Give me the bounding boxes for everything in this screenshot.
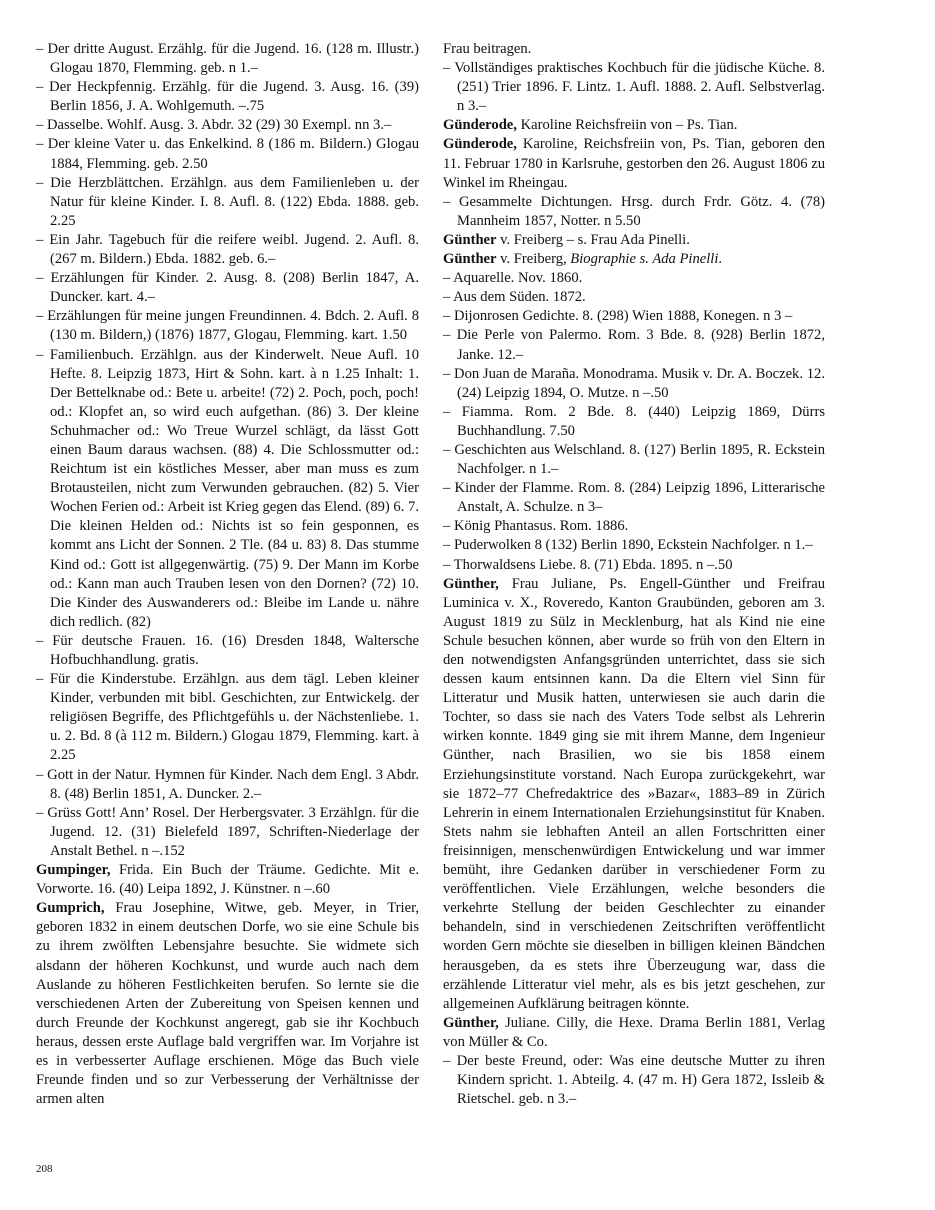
- entry-text: Frida. Ein Buch der Träume. Gedichte. Mit e. Vorworte. 16. (40) Leipa 1892, J. Künstner. n –.60: [36, 862, 419, 898]
- entry-text: Karoline, Reichsfreiin von, Ps. Tian, geboren den 11. Februar 1780 in Karlsruhe, gestorben den 26. August 1806 zu Winkel im Rheingau.: [443, 136, 825, 191]
- entry-text: – Die Herzblättchen. Erzählgn. aus dem Familienleben u. der Natur für kleine Kinder. I. 8. Aufl. 8. (122) Ebda. 1888. geb. 2.25: [36, 174, 419, 229]
- sub-entry: [443, 556, 825, 575]
- entry-text: Frau Juliane, Ps. Engell-Günther und Freifrau Luminica v. X., Roveredo, Kanton Graubünden, geboren am 3. August 1819 zu Sülz in Mecklenburg, hat als Kind nie eine Schule besuchen können, aber wurde so früh von den Eltern in den notwendigsten Anfangsgründen unterrichtet, dass sie sich dessen kaum entsinnen kann. Da die Eltern viel Sinn für Litteratur und Musik hatten, unterwiesen sie auch darin die Tochter, so dass sie nach des Vaters Tode selbst als Lehrerin wirken konnte. 1849 ging sie mit ihrem Manne, dem Ingenieur Günther, nach Brasilien, wo sie bis 1858 einem Erziehungsinstitute vorstand. Nach Europa zurückgekehrt, war sie 1872–77 Chefredaktrice des »Bazar«, 1883–89 in Zürich Lehrerin in einem Internationalen Erziehungsinstitut für Knaben. Stets nahm sie lebhaften Anteil an allen Fortschritten einer freisinnigen, menschenwürdigen Entwickelung und war immer bemüht, ihre Gedanken darüber in verschiedener Form zu veröffentlichen. Viele Erzählungen, welche besonders die verkehrte Stellung der beiden Geschlechter zu einander behandeln, sind in verschiedenen Zeitschriften veröffentlicht worden Gern möchte sie dieselben in billigen kleinen Bändchen herausgeben, da es stets ihre Überzeugung war, dass die erzählende Litteratur viel mehr, als es bis jetzt geschehen, zur allgemeinen Aufklärung beitragen könnte.: [443, 575, 825, 1012]
- entry: [443, 250, 825, 269]
- sub-entry: [36, 78, 419, 116]
- entry-text: – Erzählungen für meine jungen Freundinnen. 4. Bdch. 2. Aufl. 8 (130 m. Bildern,) (1876) 1877, Glogau, Flemming. kart. 1.50: [36, 308, 419, 344]
- entry-text: – Für die Kinderstube. Erzählgn. aus dem tägl. Leben kleiner Kinder, verbunden mit bibl. Geschichten, zur Entwickelg. der religiösen Begriffe, des Pflichtgefühls u. der Nächstenliebe. 1. u. 2. Bd. 8 (à 112 m. Bildern.) Glogau 1879, Flemming. kart. à 2.25: [36, 671, 419, 764]
- entry-text: Juliane. Cilly, die Hexe. Drama Berlin 1881, Verlag von Müller & Co.: [443, 1014, 825, 1050]
- entry-headword: Günther,: [443, 575, 499, 592]
- entry: [36, 861, 419, 899]
- entry-text: Frau Josephine, Witwe, geb. Meyer, in Trier, geboren 1832 in einem deutschen Dorfe, wo sie eine Schule bis zu ihrem zwölften Lebensjahre besuchte. Sie widmete sich alsdann der höheren Kochkunst, und wurde auch nach dem Auslande zu höheren Festlichkeiten berufen. So lernte sie die verschiedenen Arten der Zubereitung von Speisen kennen und durch Freunde der Kochkunst angeregt, gab sie ihr Kochbuch heraus, dessen erste Auflage bald vergriffen war. Im Vorjahre ist es in verbesserter Auflage erschienen. Möge das Buch viele Freunde finden und so zur Verbesserung der Verhältnisse der armen alten: [36, 900, 419, 1108]
- sub-entry: [443, 288, 825, 307]
- sub-entry: [36, 307, 419, 345]
- entry-text: – Don Juan de Maraña. Monodrama. Musik v. Dr. A. Boczek. 12. (24) Leipzig 1894, O. Mutze. n –.50: [443, 365, 825, 401]
- entry-text: – Aquarelle. Nov. 1860.: [443, 270, 583, 287]
- sub-entry: [36, 231, 419, 269]
- entry-text: – Der kleine Vater u. das Enkelkind. 8 (186 m. Bildern.) Glogau 1884, Flemming. geb. 2.50: [36, 136, 419, 172]
- entry-text: Karoline Reichsfreiin von – Ps. Tian.: [516, 117, 738, 134]
- entry-text: – Erzählungen für Kinder. 2. Ausg. 8. (208) Berlin 1847, A. Duncker. kart. 4.–: [36, 270, 419, 306]
- entry-text: – Gesammelte Dichtungen. Hrsg. durch Frdr. Götz. 4. (78) Mannheim 1857, Notter. n 5.50: [443, 193, 825, 229]
- entry: [443, 575, 825, 1014]
- entry-headword: Gumprich,: [36, 900, 105, 917]
- sub-entry: [36, 804, 419, 861]
- sub-entry: [443, 269, 825, 288]
- entry: [36, 899, 419, 1109]
- entry-text: – Grüss Gott! Ann’ Rosel. Der Herbergsvater. 3 Erzählgn. für die Jugend. 12. (31) Bielefeld 1897, Schriften-Niederlage der Anstalt Bethel. n –.152: [36, 804, 419, 859]
- entry-text: – Der Heckpfennig. Erzählg. für die Jugend. 3. Ausg. 16. (39) Berlin 1856, J. A. Wohlgemuth. –.75: [36, 79, 419, 115]
- entry-text: – Für deutsche Frauen. 16. (16) Dresden 1848, Waltersche Hofbuchhandlung. gratis.: [36, 632, 419, 668]
- entry-text: – König Phantasus. Rom. 1886.: [443, 518, 629, 535]
- entry-headword: Günther: [443, 251, 497, 268]
- sub-entry: [36, 174, 419, 231]
- page-number: 208: [36, 1163, 53, 1175]
- entry-headword: Günderode,: [443, 136, 517, 153]
- entry-text: – Ein Jahr. Tagebuch für die reifere weibl. Jugend. 2. Aufl. 8. (267 m. Bildern.) Ebda. 1882. geb. 6.–: [36, 231, 419, 268]
- sub-entry: [443, 536, 825, 555]
- entry: [443, 40, 825, 59]
- sub-entry: [36, 269, 419, 307]
- entry: [443, 231, 825, 250]
- entry-text: Frau beitragen.: [443, 41, 532, 57]
- sub-entry: [36, 135, 419, 173]
- sub-entry: [36, 40, 419, 78]
- entry: [443, 116, 825, 135]
- entry-text: – Kinder der Flamme. Rom. 8. (284) Leipzig 1896, Litterarische Anstalt, A. Schulze. n 3–: [443, 480, 825, 516]
- entry-text: – Thorwaldsens Liebe. 8. (71) Ebda. 1895. n –.50: [443, 556, 733, 573]
- sub-entry: [36, 632, 419, 670]
- sub-entry: [443, 479, 825, 517]
- sub-entry: [443, 307, 825, 326]
- sub-entry: [443, 441, 825, 479]
- entry-text: – Familienbuch. Erzählgn. aus der Kinderwelt. Neue Aufl. 10 Hefte. 8. Leipzig 1873, Hirt & Sohn. kart. à n 1.25 Inhalt: 1. Der Bettelknabe od.: Bete u. arbeite! (72) 2. Poch, poch, poch! od.: Klopfet an, so wird euch aufgethan. (86) 3. Der kleine Schuhmacher od.: Wo Treue Wurzel schlägt, da lässt Gott einen Baum daraus wachsen. (88) 4. Die Schlossmutter od.: Reichtum ist ein köstliches Messer, aber man muss es zum Brotausteilen, nicht zum Verwunden gebrauchen. (82) 5. Vier Wochen Ferien od.: Arbeit ist Krieg gegen das Elend. (89) 6. 7. Die kleinen Helden od.: Nichts ist so fein gesponnen, es kommt ans Licht der Sonnen. 2 Tle. (84 u. 83) 8. Das stumme Kind od.: Gott ist allgegenwärtig. (75) 9. Der Mann im Korbe od.: Kann man auch Trauben lesen von den Dornen? (72) 10. Die Kinder des Auswanderers od.: Bleibe im Lande u. nähre dich redlich. (82): [36, 346, 419, 630]
- entry-headword: Günderode,: [443, 117, 517, 134]
- sub-entry: [36, 346, 419, 632]
- entry-text: – Geschichten aus Welschland. 8. (127) Berlin 1895, R. Eckstein Nachfolger. n 1.–: [443, 441, 825, 478]
- entry-text: – Vollständiges praktisches Kochbuch für die jüdische Küche. 8. (251) Trier 1896. F. Lintz. 1. Aufl. 1888. 2. Aufl. Selbstverlag. n 3.–: [443, 60, 825, 115]
- entry-text: – Aus dem Süden. 1872.: [443, 289, 586, 306]
- entry-text: – Puderwolken 8 (132) Berlin 1890, Eckstein Nachfolger. n 1.–: [443, 537, 813, 554]
- entry-text: – Die Perle von Palermo. Rom. 3 Bde. 8. (928) Berlin 1872, Janke. 12.–: [443, 327, 825, 363]
- entry-text: – Dijonrosen Gedichte. 8. (298) Wien 1888, Konegen. n 3 –: [443, 308, 793, 325]
- left-column: [36, 40, 419, 1109]
- entry-headword: Günther: [443, 231, 497, 248]
- sub-entry: [36, 670, 419, 765]
- entry-italic-text: Biographie s. Ada Pinelli: [570, 251, 719, 268]
- entry-text: v. Freiberg,: [496, 251, 571, 268]
- entry-headword: Günther,: [443, 1014, 499, 1031]
- sub-entry: [443, 59, 825, 116]
- entry-text: – Dasselbe. Wohlf. Ausg. 3. Abdr. 32 (29) 30 Exempl. nn 3.–: [36, 117, 392, 134]
- entry: [443, 1014, 825, 1052]
- entry-text: v. Freiberg – s. Frau Ada Pinelli.: [496, 231, 690, 248]
- sub-entry: [36, 766, 419, 804]
- sub-entry: [443, 365, 825, 403]
- entry: [443, 135, 825, 192]
- right-column: [443, 40, 825, 1109]
- sub-entry: [443, 517, 825, 536]
- sub-entry: [36, 116, 419, 135]
- sub-entry: [443, 326, 825, 364]
- sub-entry: [443, 1052, 825, 1109]
- entry-headword: Gumpinger,: [36, 862, 111, 879]
- entry-text: – Der beste Freund, oder: Was eine deutsche Mutter zu ihren Kindern spricht. 1. Abteilg. 4. (47 m. H) Gera 1872, Issleib & Rietschel. geb. n 3.–: [443, 1052, 825, 1108]
- entry-tail: .: [718, 251, 723, 268]
- entry-text: – Der dritte August. Erzählg. für die Jugend. 16. (128 m. Illustr.) Glogau 1870, Flemming. geb. n 1.–: [36, 41, 419, 77]
- entry-text: – Gott in der Natur. Hymnen für Kinder. Nach dem Engl. 3 Abdr. 8. (48) Berlin 1851, A. Duncker. 2.–: [36, 766, 419, 802]
- entry-text: – Fiamma. Rom. 2 Bde. 8. (440) Leipzig 1869, Dürrs Buchhandlung. 7.50: [443, 403, 825, 439]
- sub-entry: [443, 193, 825, 231]
- sub-entry: [443, 403, 825, 441]
